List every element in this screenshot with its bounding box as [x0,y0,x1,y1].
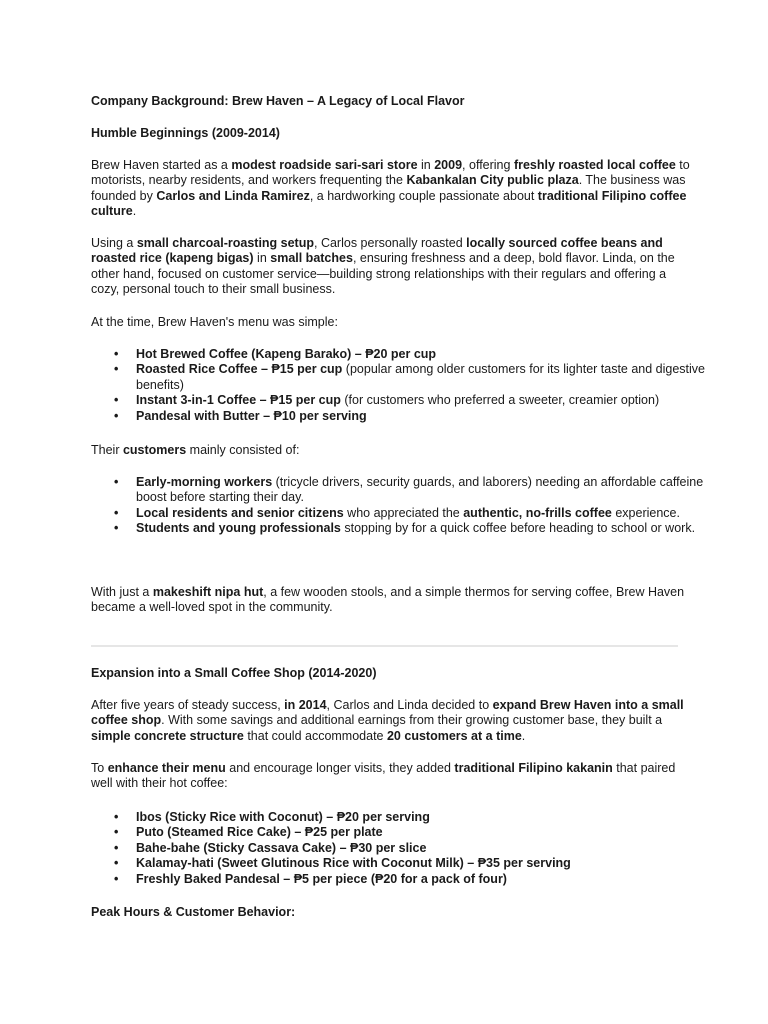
bold-text: Kalamay-hati (Sweet Glutinous Rice with Coconut Milk) – ₱35 per serving [136,856,571,871]
bold-text: enhance their menu [107,761,226,775]
text: , Carlos and Linda decided to [326,698,493,712]
paragraph [91,585,691,616]
section-heading-humble-beginnings: Humble Beginnings (2009-2014) [91,126,280,140]
text: in [417,158,435,172]
bold-text: Kabankalan City public plaza [406,173,579,188]
text: . With some savings and additional earnings from their growing customer base, they built a [161,713,663,728]
bold-text: traditional Filipino coffee culture [91,188,687,219]
text: in [253,251,271,266]
bold-text: small batches [270,251,353,266]
text: , a few wooden stools, and a simple thermos for serving coffee, Brew Haven became a well-loved spot in the community. [91,585,685,615]
bold-text: Puto (Steamed Rice Cake) – ₱25 per plate [136,825,383,840]
bold-text: freshly roasted local coffee [513,158,676,172]
bold-text: Local residents and senior citizens [136,505,344,520]
list-item [136,475,736,506]
paragraph [91,158,691,220]
bold-text: simple concrete structure [91,728,244,743]
menu-list [91,347,736,424]
customers-list [91,475,736,537]
text: . The business was founded by [91,173,686,203]
kakanin-list [91,810,736,887]
text: experience. [611,505,680,520]
bold-text: Freshly Baked Pandesal – ₱5 per piece (₱20 for a pack of four) [136,871,507,886]
text: (popular among older customers for its lighter taste and digestive benefits) [136,362,706,392]
bold-text: modest roadside sari-sari store [231,158,418,172]
text: After five years of steady success, [91,698,285,712]
list-item [136,872,736,887]
list-item [136,856,736,871]
list-item [136,362,736,393]
bold-text: Ibos (Sticky Rice with Coconut) – ₱20 per serving [136,810,430,824]
text: Using a [91,236,137,250]
list-item [136,393,736,408]
bold-text: Bahe-bahe (Sticky Cassava Cake) – ₱30 per slice [136,840,427,855]
horizontal-divider [91,645,678,647]
section-heading-expansion: Expansion into a Small Coffee Shop (2014-2020) [91,666,377,680]
bold-text: 20 customers at a time [386,728,522,743]
bold-text: locally sourced coffee beans and roasted rice (kapeng bigas) [91,236,663,266]
bold-text: Roasted Rice Coffee – ₱15 per cup [136,362,343,377]
bold-text: Hot Brewed Coffee (Kapeng Barako) – ₱20 per cup [136,347,437,361]
list-item [136,506,736,521]
text: Brew Haven started as a [91,158,232,172]
list-item [136,521,736,536]
bold-text: small charcoal-roasting setup [136,236,314,250]
bold-text: Early-morning workers [136,475,273,489]
text: , ensuring freshness and a deep, bold flavor. Linda, on the other hand, focused on customer service—building strong relationships with their regulars and offering a cozy, personal touch to their small business. [91,251,675,297]
bold-text: traditional Filipino kakanin [454,761,613,775]
text: who appreciated the [343,505,464,520]
bold-text: 2009 [434,158,463,172]
text: to motorists, nearby residents, and workers frequenting the [91,158,690,188]
text: and encourage longer visits, they added [225,761,455,775]
text: mainly consisted of: [186,443,300,457]
bold-text: expand Brew Haven into a small coffee shop [91,698,684,728]
bold-text: Instant 3-in-1 Coffee – ₱15 per cup [136,393,341,408]
bold-text: Carlos and Linda Ramirez [156,188,310,203]
text: . [132,204,137,219]
bold-text: makeshift nipa hut [152,585,264,599]
text: , Carlos personally roasted [314,236,467,250]
paragraph: At the time, Brew Haven's menu was simple: [91,315,338,329]
text: With just a [91,585,153,599]
bold-text: authentic, no-frills coffee [463,505,612,520]
text: that could accommodate [243,728,387,743]
list-item [136,841,736,856]
text: that paired well with their hot coffee: [91,761,676,791]
bold-text: customers [122,443,187,457]
text: (for customers who preferred a sweeter, creamier option) [340,393,660,408]
list-item [136,810,736,825]
text: , offering [462,158,514,172]
text: Their [91,443,123,457]
text: To [91,761,108,775]
text: (tricycle drivers, security guards, and laborers) needing an affordable caffeine boost before starting their day. [136,475,704,505]
paragraph [91,236,691,298]
document-title: Company Background: Brew Haven – A Legacy of Local Flavor [91,94,465,108]
text: . [521,728,526,743]
list-item [136,825,736,840]
text: stopping by for a quick coffee before heading to school or work. [340,521,696,536]
paragraph [91,761,691,792]
bold-text: in 2014 [284,698,327,712]
paragraph [91,698,691,744]
bold-text: Students and young professionals [136,521,341,536]
bold-text: Pandesal with Butter – ₱10 per serving [136,408,367,423]
text: , a hardworking couple passionate about [309,188,538,203]
sub-heading-peak-hours: Peak Hours & Customer Behavior: [91,905,296,919]
list-item [136,409,736,424]
list-item [136,347,736,362]
paragraph [91,443,691,458]
